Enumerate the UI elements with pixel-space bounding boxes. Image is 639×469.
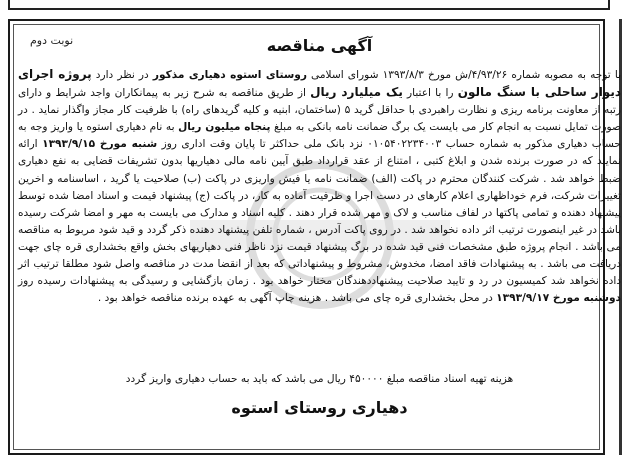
- body-text-part: با توجه به مصوبه شماره ۴/۹۳/۲۶/ش مورخ ۱۳۹۳/۸/۳ شورای اسلامی: [306, 69, 622, 81]
- notice-round-label: نوبت دوم: [30, 34, 74, 47]
- body-text-part: را با اعتبار: [402, 87, 458, 100]
- body-bold-deadline: شنبه مورخ ۱۳۹۳/۹/۱۵: [42, 138, 158, 151]
- document-fee-line: هزینه تهیه اسناد مناقصه مبلغ ۴۵۰۰۰۰ ریال می باشد که باید به حساب دهیاری واریز گردد: [125, 373, 514, 385]
- body-bold-project: پروژه اجرای دیوار ساحلی با سنگ مالون: [18, 67, 621, 100]
- issuer-signature: دهیاری روستای استوه: [231, 398, 408, 417]
- body-text-part: ارائه نمایند که در صورت برنده شدن و ابلاغ کتبی ، امتناع از عقد قرارداد طبق آیین نامه مالی دهیاریها بدون تشریفات قضایی به نفع دهیاری ضبط خواهد شد . شرکت کنندگان محترم در پاکت (الف) ضمانت نامه یا فیش واریزی در پاکت (ب) صلاحیت یا گرید ، اساسنامه و اخرین تغییرات شرکت، فرم خوداظهاری اعلام کارهای در دست اجرا و ظرفیت آماده به کار، در پاکت (ج) پیشنهاد قیمت و اسناد امضا شده توسط پیشنهاد دهنده و تمامی پاکتها در لفاف مناسب و لاک و مهر شده قرار دهند . کلیه اسناد و مدارک می بایست به مهر و امضا شرکت رسیده باشد در غیر اینصورت ترتیب اثر داده نخواهد شد . در روی پاکت آدرس ، شماره تلفن پیشنهاد دهنده ذکر گردد و قید شود مربوط به مناقصه می باشد . انجام پروژه طبق مشخصات فنی قید شده در برگ پیشنهاد قیمت نزد ناظر فنی دهیاریهای بخش واقع بخشداری قره چای جهت دریافت می باشد . به پیشنهادات فاقد امضا، مخدوش، مشروط و پیشنهاداتی که بعد از انقضا مدت در مناقصه واصل شود مطلقا ترتیب اثر داده نخواهد شد کمیسیون در رد و تایید صلاحیت پیشنهاددهندگان مختار خواهد بود . زمان بازگشایی و رسیدگی به پیشنهادات رسیده روز: [18, 138, 621, 288]
- body-bold-guarantee: پنجاه میلیون ریال: [178, 121, 271, 134]
- body-text-part: در نظر دارد: [91, 69, 153, 81]
- body-text-part: در محل بخشداری قره چای می باشد . هزینه چاپ آگهی به عهده برنده مناقصه خواهد بود .: [97, 292, 497, 305]
- body-text-part: از طریق مناقصه به شرح زیر به پیمانکاران واجد شرایط و دارای رتبه از معاونت برنامه ریزی و نظارت راهبردی با حداقل گرید ۵ (ساختمان، ابنیه و کلیه گریدهای راه) با ظرفیت کار مجاز واگذار نماید . در صورت تمایل نسبت به انجام کار می بایست یک برگ ضمانت نامه بانکی به مبلغ: [18, 87, 621, 134]
- notice-title: آگهی مناقصه: [266, 36, 373, 55]
- body-bold-opening-date: دوشنبه مورخ ۱۳۹۳/۹/۱۷: [496, 292, 621, 305]
- body-bold-village: روستای استوه دهیاری مذکور: [152, 69, 307, 81]
- top-border: [8, 0, 610, 10]
- notice-body: [18, 66, 621, 307]
- body-text-part: به نام دهیاری استوه یا واریز وجه به حساب دهیاری مذکور به شماره حساب ۰۱۰۵۴۰۲۲۳۴۰۰۳ نزد بانک ملی حداکثر تا پایان وقت اداری روز: [18, 121, 621, 151]
- body-bold-budget: یک میلیارد ریال: [310, 85, 403, 100]
